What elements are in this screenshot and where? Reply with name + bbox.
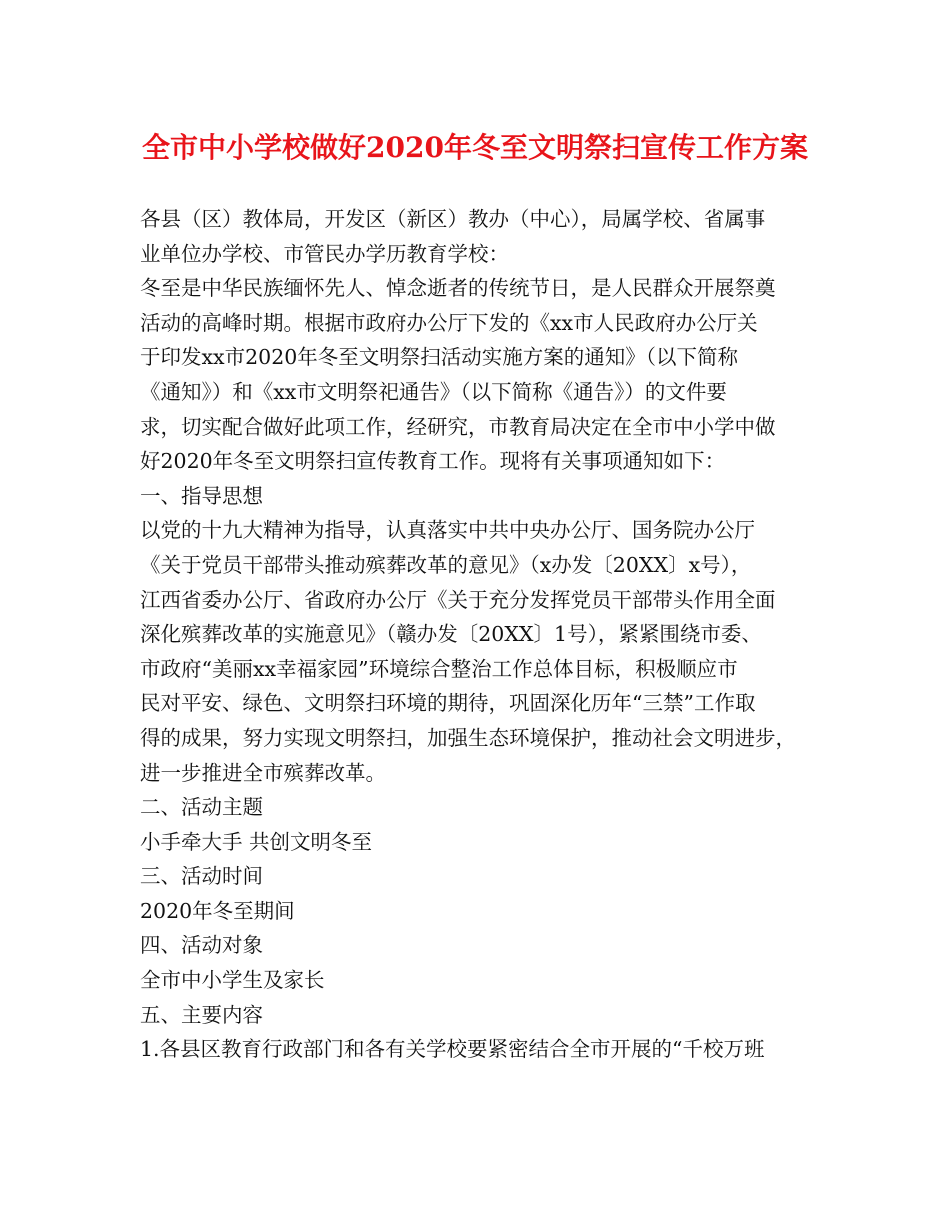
section-heading: 五、主要内容 — [140, 1002, 263, 1027]
paragraph-line: 得的成果，努力实现文明祭扫，加强生态环境保护，推动社会文明进步， — [140, 725, 796, 750]
paragraph-line: 民对平安、绿色、文明祭扫环境的期待，巩固深化历年“三禁”工作取 — [140, 691, 756, 716]
paragraph-line: 《关于党员干部带头推动殡葬改革的意见》（x办发〔20XX〕x号）， — [140, 552, 752, 577]
section-heading: 一、指导思想 — [140, 483, 263, 508]
paragraph-line: 2020年冬至期间 — [140, 898, 295, 923]
paragraph-line: 深化殡葬改革的实施意见》（赣办发〔20XX〕1号），紧紧围绕市委、 — [140, 622, 762, 647]
section-heading: 二、活动主题 — [140, 795, 263, 820]
document-body — [140, 202, 830, 1067]
document-title: 全市中小学校做好2020年冬至文明祭扫宣传工作方案 — [142, 131, 808, 164]
paragraph-line: 以党的十九大精神为指导，认真落实中共中央办公厅、国务院办公厅 — [140, 518, 755, 543]
paragraph-line: 冬至是中华民族缅怀先人、悼念逝者的传统节日，是人民群众开展祭奠 — [140, 276, 776, 301]
paragraph-line: 《通知》）和《xx市文明祭祀通告》（以下简称《通告》）的文件要 — [140, 379, 727, 404]
paragraph-line: 全市中小学生及家长 — [140, 968, 325, 993]
paragraph-line: 进一步推进全市殡葬改革。 — [140, 760, 386, 785]
paragraph-line: 求，切实配合做好此项工作，经研究，市教育局决定在全市中小学中做 — [140, 414, 776, 439]
paragraph-line: 好2020年冬至文明祭扫宣传教育工作。现将有关事项通知如下： — [140, 449, 726, 474]
paragraph-line: 市政府“美丽xx幸福家园”环境综合整治工作总体目标，积极顺应市 — [140, 656, 738, 681]
section-heading: 四、活动对象 — [140, 933, 263, 958]
paragraph-line: 活动的高峰时期。根据市政府办公厅下发的《xx市人民政府办公厅关 — [140, 310, 758, 335]
paragraph-line: 江西省委办公厅、省政府办公厅《关于充分发挥党员干部带头作用全面 — [140, 587, 776, 612]
paragraph-line: 各县（区）教体局，开发区（新区）教办（中心），局属学校、省属事 — [140, 207, 766, 231]
paragraph-line: 于印发xx市2020年冬至文明祭扫活动实施方案的通知》（以下简称 — [140, 345, 739, 370]
paragraph-line: 业单位办学校、市管民办学历教育学校： — [140, 241, 509, 266]
paragraph-line: 1.各县区教育行政部门和各有关学校要紧密结合全市开展的“千校万班 — [140, 1037, 765, 1062]
section-heading: 三、活动时间 — [140, 864, 263, 889]
paragraph-line: 小手牵大手 共创文明冬至 — [140, 829, 373, 854]
